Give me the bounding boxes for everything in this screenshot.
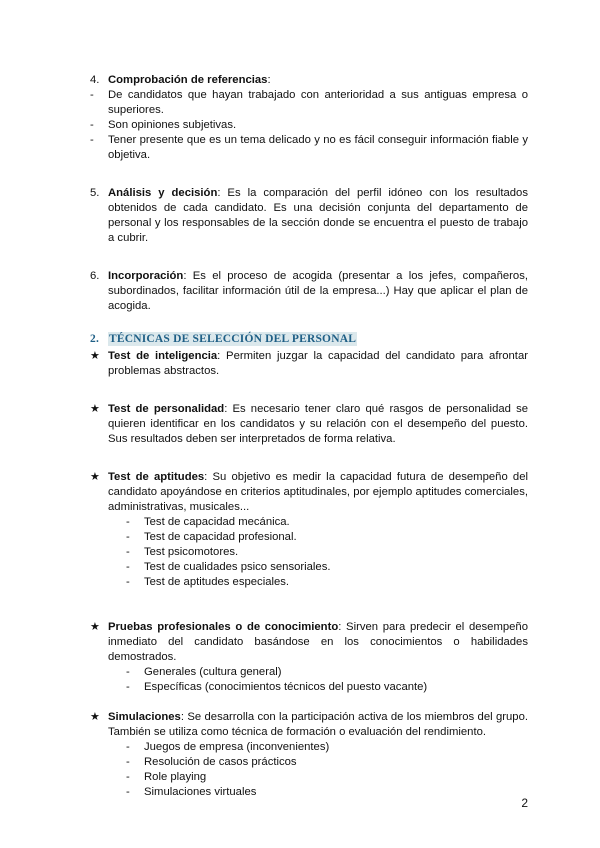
- sub-list-item: [90, 680, 528, 695]
- sub-item-text: Simulaciones virtuales: [144, 786, 257, 798]
- technique-aptitudes: [90, 470, 528, 515]
- technique-title: Simulaciones: [108, 711, 181, 723]
- technique-text: : Su objetivo es medir la capacidad futura de desempeño del candidato apoyándose en criterios aptitudinales, por ejemplo aptitudes comerciales, administrativas, musicales...: [108, 471, 528, 513]
- technique-title: Test de personalidad: [108, 403, 225, 415]
- item-colon: :: [267, 74, 271, 86]
- dash-marker: -: [126, 666, 130, 678]
- dash-marker: -: [126, 561, 130, 573]
- item-title: Comprobación de referencias: [108, 74, 268, 86]
- sub-list-item: [90, 515, 528, 530]
- sub-list-item: [90, 665, 528, 680]
- technique-title: Pruebas profesionales o de conocimiento: [108, 621, 339, 633]
- section-number: 2.: [90, 333, 100, 345]
- sub-list-item: [90, 785, 528, 800]
- dash-marker: -: [90, 119, 94, 131]
- item-number: 4.: [90, 74, 100, 86]
- sub-list-item: [90, 755, 528, 770]
- technique-text: : Sirven para predecir el desempeño inmediato del candidato basándose en los conocimientos o habilidades demostrados.: [108, 621, 528, 663]
- dash-marker: -: [126, 546, 130, 558]
- document-body: [90, 73, 528, 800]
- item-text: : Es el proceso de acogida (presentar a los jefes, compañeros, subordinados, facilitar información útil de la empresa...) Hay que aplicar el plan de acogida.: [108, 270, 528, 312]
- section-heading: [90, 332, 528, 347]
- item-incorporacion: [90, 269, 528, 314]
- sub-item-text: Test de aptitudes especiales.: [144, 576, 290, 588]
- sub-list-item: [90, 560, 528, 575]
- list-item-text: Son opiniones subjetivas.: [108, 119, 237, 131]
- sub-list-item: [90, 530, 528, 545]
- sub-list-item: [90, 770, 528, 785]
- sub-list-item: [90, 575, 528, 590]
- sub-item-text: Resolución de casos prácticos: [144, 756, 297, 768]
- sub-item-text: Test de cualidades psico sensoriales.: [144, 561, 331, 573]
- technique-title: Test de aptitudes: [108, 471, 205, 483]
- technique-text: : Permiten juzgar la capacidad del candidato para afrontar problemas abstractos.: [108, 350, 528, 377]
- technique-text: : Es necesario tener claro qué rasgos de personalidad se quieren identificar en los candidatos y su relación con el desempeño del puesto. Sus resultados deben ser interpretados de forma relativa.: [108, 403, 528, 445]
- item-number: 5.: [90, 187, 100, 199]
- list-item: [90, 133, 528, 163]
- item-title: Análisis y decisión: [108, 187, 218, 199]
- star-bullet-icon: ★: [90, 711, 100, 723]
- technique-title: Test de inteligencia: [108, 350, 218, 362]
- sub-list-item: [90, 545, 528, 560]
- list-item: [90, 118, 528, 133]
- item-text: : Es la comparación del perfil idóneo con los resultados obtenidos de cada candidato. Es una decisión conjunta del departamento de personal y los responsables de la sección donde se encuentra el puesto de trabajo a cubrir.: [108, 187, 528, 244]
- dash-marker: -: [126, 681, 130, 693]
- technique-text: : Se desarrolla con la participación activa de los miembros del grupo. También se utiliza como técnica de formación o evaluación del rendimiento.: [108, 711, 528, 738]
- sub-item-text: Específicas (conocimientos técnicos del puesto vacante): [144, 681, 428, 693]
- star-bullet-icon: ★: [90, 350, 100, 362]
- star-bullet-icon: ★: [90, 621, 100, 633]
- sub-item-text: Juegos de empresa (inconvenientes): [144, 741, 330, 753]
- list-item-text: De candidatos que hayan trabajado con anterioridad a sus antiguas empresa o superiores.: [108, 89, 528, 116]
- technique-simulaciones: [90, 710, 528, 740]
- list-item: [90, 88, 528, 118]
- dash-marker: -: [126, 771, 130, 783]
- technique-personalidad: [90, 402, 528, 447]
- section-title: TÉCNICAS DE SELECCIÓN DEL PERSONAL: [109, 333, 357, 345]
- dash-marker: -: [126, 531, 130, 543]
- sub-list-item: [90, 740, 528, 755]
- item-title: Incorporación: [108, 270, 184, 282]
- dash-marker: -: [90, 89, 94, 101]
- dash-marker: -: [90, 134, 94, 146]
- technique-pruebas-profesionales: [90, 620, 528, 665]
- dash-marker: -: [126, 786, 130, 798]
- technique-inteligencia: [90, 349, 528, 379]
- dash-marker: -: [126, 756, 130, 768]
- sub-item-text: Generales (cultura general): [144, 666, 282, 678]
- item-analisis: [90, 186, 528, 246]
- item-number: 6.: [90, 270, 100, 282]
- dash-marker: -: [126, 516, 130, 528]
- list-item-text: Tener presente que es un tema delicado y no es fácil conseguir información fiable y objetiva.: [108, 134, 528, 161]
- sub-item-text: Test de capacidad profesional.: [144, 531, 297, 543]
- item-comprobacion: [90, 73, 528, 88]
- sub-item-text: Test de capacidad mecánica.: [144, 516, 290, 528]
- sub-item-text: Role playing: [144, 771, 207, 783]
- star-bullet-icon: ★: [90, 471, 100, 483]
- sub-item-text: Test psicomotores.: [144, 546, 239, 558]
- star-bullet-icon: ★: [90, 403, 100, 415]
- dash-marker: -: [126, 576, 130, 588]
- page-number: 2: [521, 796, 528, 810]
- dash-marker: -: [126, 741, 130, 753]
